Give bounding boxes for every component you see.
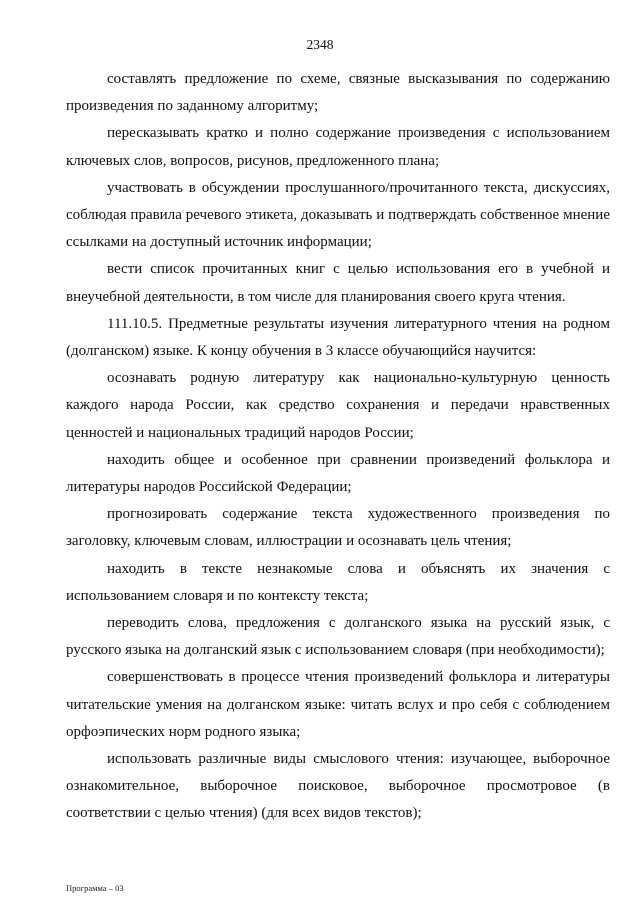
paragraph: составлять предложение по схеме, связные высказывания по содержанию произведения по заданному алгоритму; bbox=[66, 71, 610, 115]
paragraph: находить общее и особенное при сравнении произведений фольклора и литературы народов Российской Федерации; bbox=[66, 451, 610, 496]
paragraph: пересказывать кратко и полно содержание произведения с использованием ключевых слов, вопросов, рисунов, предложенного плана; bbox=[66, 125, 610, 169]
paragraph: совершенствовать в процессе чтения произведений фольклора и литературы читательские умения на долганском языке: читать вслух и про себя с соблюдением орфоэпических норм родного языка; bbox=[66, 669, 610, 740]
page-number: 2348 bbox=[306, 37, 334, 52]
paragraph: переводить слова, предложения с долганского языка на русский язык, с русского языка на долганский язык с использованием словаря (при необходимости); bbox=[66, 615, 610, 659]
body-text bbox=[66, 66, 610, 828]
paragraph: вести список прочитанных книг с целью использования его в учебной и внеучебной деятельности, в том числе для планирования своего круга чтения. bbox=[66, 261, 610, 305]
section-heading-paragraph: 111.10.5. Предметные результаты изучения литературного чтения на родном (долганском) языке. К концу обучения в 3 классе обучающийся научится: bbox=[66, 315, 610, 360]
paragraph: осознавать родную литературу как национально-культурную ценность каждого народа России, как средство сохранения и передачи нравственных ценностей и национальных традиций народов России; bbox=[66, 370, 610, 441]
paragraph: использовать различные виды смыслового чтения: изучающее, выборочное ознакомительное, выборочное поисковое, выборочное просмотровое (в соответствии с целью чтения) (для всех видов текстов); bbox=[66, 751, 610, 822]
paragraph: участвовать в обсуждении прослушанного/прочитанного текста, дискуссиях, соблюдая правила речевого этикета, доказывать и подтверждать собственное мнение ссылками на доступный источник информации; bbox=[66, 179, 610, 251]
paragraph: находить в тексте незнакомые слова и объяснять их значения с использованием словаря и по контексту текста; bbox=[66, 560, 610, 604]
paragraph: прогнозировать содержание текста художественного произведения по заголовку, ключевым словам, иллюстрации и осознавать цель чтения; bbox=[66, 506, 610, 550]
footer-label: Программа – 03 bbox=[66, 883, 124, 893]
